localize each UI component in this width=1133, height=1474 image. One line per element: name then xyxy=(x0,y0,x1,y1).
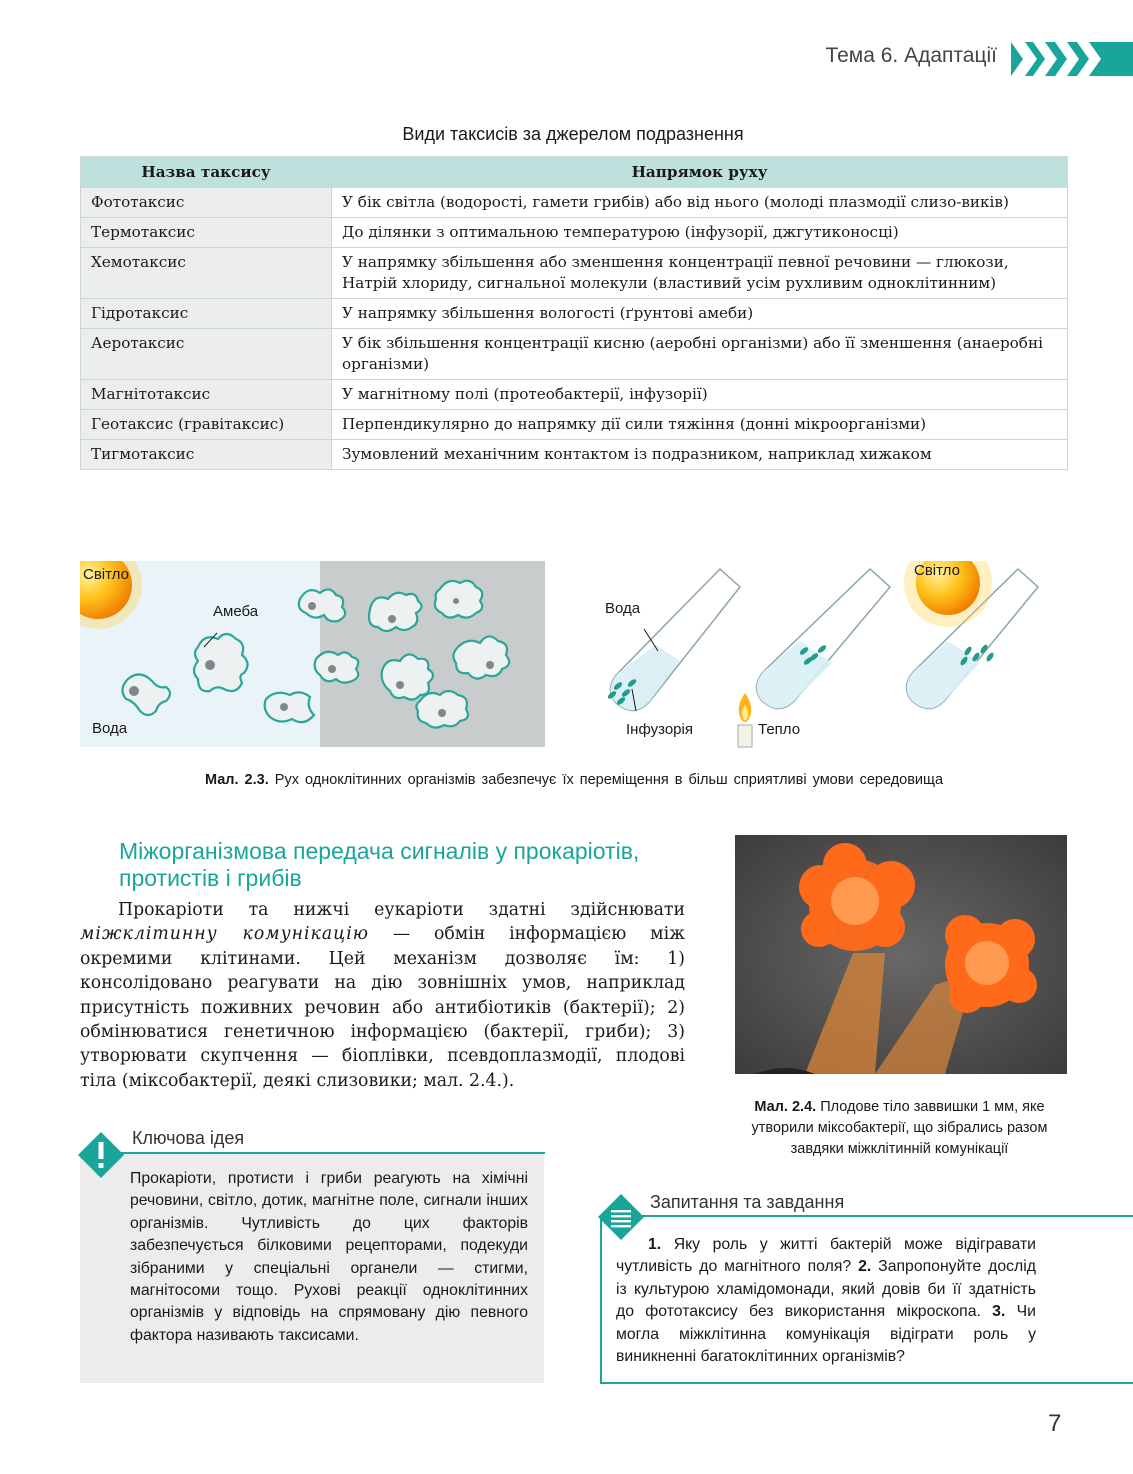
taxis-name: Хемотаксис xyxy=(81,248,332,299)
taxis-direction: Перпендикулярно до напрямку дії сили тяжіння (донні мікроорганізми) xyxy=(332,410,1068,440)
light-label: Світло xyxy=(83,566,129,583)
table-row xyxy=(81,440,1068,470)
key-idea-title: Ключова ідея xyxy=(132,1128,245,1148)
taxis-direction: До ділянки з оптимальною температурою (інфузорії, джгутиконосці) xyxy=(332,218,1068,248)
taxis-name: Тигмотаксис xyxy=(81,440,332,470)
table-row xyxy=(81,218,1068,248)
question-number: 1. xyxy=(648,1236,662,1253)
caption-text: Плодове тіло заввишки 1 мм, яке утворили міксобактерії, що зібрались разом завдяки міжклітинній комунікації xyxy=(751,1099,1048,1157)
chevrons-icon xyxy=(1011,42,1133,76)
taxis-name: Аеротаксис xyxy=(81,329,332,380)
taxis-direction: У напрямку збільшення або зменшення концентрації певної речовини — глюкози, Натрій хлориду, сигнальної молекули (властивий усім рухливим одноклітинним) xyxy=(332,248,1068,299)
divider xyxy=(634,1215,1133,1217)
taxis-direction: У бік збільшення концентрації кисню (аеробні організми) або її зменшення (анаеробні організми) xyxy=(332,329,1068,380)
table-row xyxy=(81,188,1068,218)
figure-caption xyxy=(80,772,1068,788)
page-number: 7 xyxy=(1048,1410,1062,1437)
caption-label: Мал. 2.3. xyxy=(204,772,269,788)
term-italic: міжклітинну комунікацію xyxy=(80,924,369,945)
taxis-name: Гідротаксис xyxy=(81,299,332,329)
question-text: Чи могла міжклітинна комунікація відіграти роль у виникненні багатоклітинних організмів? xyxy=(616,1303,1037,1366)
question-number: 3. xyxy=(992,1303,1006,1321)
question-number: 2. xyxy=(858,1258,872,1276)
chapter-title: Тема 6. Адаптації xyxy=(825,44,997,67)
question-text: Запропонуйте дослід із культурою хламідомонади, який довів би її здатність до фототаксису без використання мікроскопа. xyxy=(616,1258,1036,1321)
figure-2-3 xyxy=(80,561,1068,751)
taxis-direction: У напрямку збільшення вологості (ґрунтові амеби) xyxy=(332,299,1068,329)
table-row xyxy=(81,248,1068,299)
body-paragraph: Прокаріоти та нижчі еукаріоти здатні здійснювати міжклітинну комунікацію — обмін інформацією між окремими клітинами. Цей механізм дозволяє їм: 1) консолідовано реагувати на дію зовнішніх умов, наприклад присутність поживних речовин або антибіотиків (бактерії); 2) обмінюватися генетичною інформацією (бактерії, гриби); 3) утворювати скупчення — біоплівки, псевдоплазмодії, плодові тіла (міксобактерії, деякі слизовики; мал. 2.4.). xyxy=(80,900,685,1091)
question-text: Яку роль у житті бактерій може відігравати чутливість до магнітного поля? xyxy=(616,1236,1037,1276)
taxis-name: Геотаксис (гравітаксис) xyxy=(81,410,332,440)
key-idea-text: Прокаріоти, протисти і гриби реагують на хімічні речовини, світло, дотик, магнітне поле, сигнали інших організмів. Чутливість до цих факторів забезпечується білковими рецепторами, подекуди зібраними у спеціальні органели — стигми, магнітосоми тощо. Рухові реакції одноклітинних організмів у відповідь на спрямовану дію певного фактора називають таксисами. xyxy=(130,1170,528,1344)
taxis-illustration xyxy=(80,561,1068,751)
amoeba-label: Амеба xyxy=(213,603,259,620)
myxobacteria-photo xyxy=(735,835,1067,1074)
questions-list xyxy=(616,1234,1036,1368)
water-label: Вода xyxy=(605,600,641,617)
questions-title: Запитання та завдання xyxy=(650,1192,845,1212)
column-header: Напрямок руху xyxy=(332,157,1068,188)
candle-icon xyxy=(738,693,752,747)
water-label: Вода xyxy=(92,720,128,737)
table-row xyxy=(81,410,1068,440)
table-row xyxy=(81,299,1068,329)
light-label: Світло xyxy=(914,562,960,579)
table-row xyxy=(81,380,1068,410)
caption-label: Мал. 2.4. xyxy=(754,1099,817,1115)
taxis-direction: У магнітному полі (протеобактерії, інфузорії) xyxy=(332,380,1068,410)
caption-text: Рух одноклітинних організмів забезпечує їх переміщення в більш сприятливі умови середовища xyxy=(274,772,944,788)
heat-label: Тепло xyxy=(758,721,801,738)
taxis-direction: У бік світла (водорості, гамети грибів) або від нього (молоді плазмодії слизо-виків) xyxy=(332,188,1068,218)
taxis-direction: Зумовлений механічним контактом із подразником, наприклад хижаком xyxy=(332,440,1068,470)
section-title: Міжорганізмова передача сигналів у прокаріотів, протистів і грибів xyxy=(119,838,640,891)
figure-caption xyxy=(727,1097,1072,1160)
exclamation-icon xyxy=(78,1132,124,1178)
taxis-name: Термотаксис xyxy=(81,218,332,248)
column-header: Назва таксису xyxy=(81,157,332,188)
infusoria-label: Інфузорія xyxy=(626,721,693,738)
chapter-band xyxy=(1011,42,1133,76)
fruiting-body-image xyxy=(735,835,1067,1074)
table-row xyxy=(81,329,1068,380)
taxis-name: Фототаксис xyxy=(81,188,332,218)
taxis-table xyxy=(80,156,1068,470)
taxis-name: Магнітотаксис xyxy=(81,380,332,410)
table-title: Види таксисів за джерелом подразнення xyxy=(402,124,744,144)
divider xyxy=(114,1152,545,1154)
